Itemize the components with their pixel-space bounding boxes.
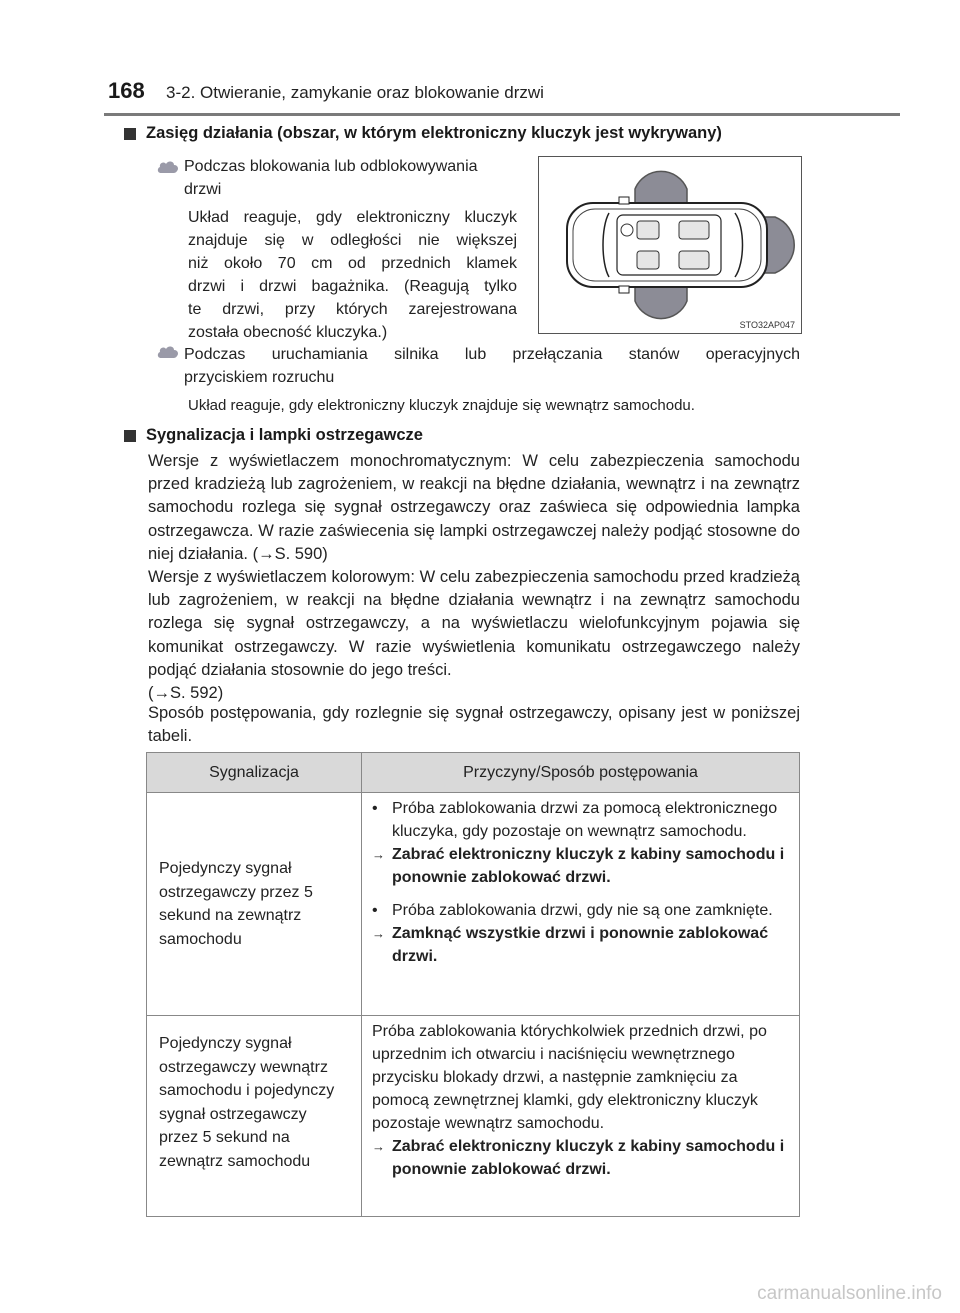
arrow-icon: → (258, 544, 275, 563)
arrow-icon: → (372, 1139, 385, 1154)
table-header-signal: Sygnalizacja (147, 753, 362, 793)
section-heading-range (124, 124, 722, 143)
arrow-icon: → (372, 847, 385, 862)
signal-description: Pojedynczy sygnał ostrzegawczy wewnątrz samochodu i pojedynczy sygnał ostrzegawczy przez 5 sekund na zewnątrz samochodu (159, 1035, 335, 1170)
bullet-icon: • (372, 800, 378, 817)
paragraph-color: Wersje z wyświetlaczem kolorowym: W celu zabezpieczenia samochodu przed kradzieżą lub zagrożeniem, w reakcji na błędne działania wewnątrz i na zewnątrz samochodu rozlega się sygnał ostrzegawczy, a na wyświetlaczu wielofunkcyjnym pojawia się komunikat ostrzegawczy. W razie wyświetlenia komunikatu ostrzegawczego należy podjąć działania stosownie do jego treści. (→S. 592) (148, 568, 800, 703)
front-right-door-zone (635, 287, 687, 319)
signals-table (146, 752, 800, 1217)
bullet-icon: • (372, 902, 378, 919)
figure-code: STO32AP047 (739, 320, 795, 330)
table-row (147, 1016, 800, 1217)
arrow-icon: → (372, 926, 385, 941)
action-text: → Zabrać elektroniczny kluczyk z kabiny samochodu i ponownie zablokować drzwi. (372, 843, 787, 889)
car-top-view-illustration (539, 157, 801, 333)
seat-rear-left (679, 221, 709, 239)
page-header (108, 78, 544, 104)
header-rule (104, 113, 900, 116)
mirror-left (619, 197, 629, 204)
action-text: → Zamknąć wszystkie drzwi i ponownie zablokować drzwi. (372, 922, 787, 968)
item1-description: Układ reaguje, gdy elektroniczny kluczyk znajduje się w odległości nie większej niż około 70 cm od przednich klamek drzwi i drzwi bagażnika. (Reagują tylko te drzwi, przy których zarejestrowana została obecność kluczyka.) (188, 209, 517, 341)
table-header-causes: Przyczyny/Sposób postępowania (362, 753, 800, 793)
page-number: 168 (108, 78, 145, 103)
item2-title: Podczas uruchamiania silnika lub przełączania stanów operacyjnych przyciskiem rozruchu (184, 346, 800, 386)
signal-description: Pojedynczy sygnał ostrzegawczy przez 5 sekund na zewnątrz samochodu (159, 860, 313, 948)
cloud-area-icon-2 (156, 344, 180, 360)
arrow-icon: → (153, 684, 170, 703)
front-left-door-zone (635, 171, 687, 203)
list-item: • Próba zablokowania drzwi, gdy nie są one zamknięte. (372, 899, 787, 922)
section-heading-text: Sygnalizacja i lampki ostrzegawcze (146, 426, 423, 444)
paragraph-table-intro: Sposób postępowania, gdy rozlegnie się sygnał ostrzegawczy, opisany jest w poniższej tabeli. (148, 704, 800, 746)
cause-text: Próba zablokowania którychkolwiek przednich drzwi, po uprzednim ich otwarciu i naciśnięciu wewnętrznego przycisku blokady drzwi, a następnie zamknięciu za pomocą zewnętrznej klamki, gdy elektroniczny kluczyk pozostaje wewnątrz samochodu. (372, 1023, 767, 1132)
square-bullet-icon (124, 128, 136, 140)
watermark: carmanualsonline.info (757, 1283, 942, 1304)
seat-front-left (637, 221, 659, 239)
item1-title: Podczas blokowania lub odblokowywania drzwi (184, 158, 478, 198)
paragraph-monochrome: Wersje z wyświetlaczem monochromatycznym: W celu zabezpieczenia samochodu przed kradzieżą lub zagrożeniem, w reakcji na błędne działania, wewnątrz i na zewnątrz samochodu rozlega się sygnał ostrzegawczy oraz zaświeca się odpowiednia lampka ostrzegawcza. W razie zaświecenia się lampki ostrzegawczej należy podjąć stosowne do niej działania. (→S. 590) (148, 452, 800, 563)
cloud-area-icon (156, 159, 180, 175)
item2-description: Układ reaguje, gdy elektroniczny kluczyk znajduje się wewnątrz samochodu. (188, 397, 695, 414)
chapter-title: 3-2. Otwieranie, zamykanie oraz blokowanie drzwi (166, 83, 544, 102)
section-heading-signals (124, 426, 423, 445)
list-item: • Próba zablokowania drzwi za pomocą elektronicznego kluczyka, gdy pozostaje on wewnątrz samochodu. (372, 797, 787, 843)
seat-rear-right (679, 251, 709, 269)
section-heading-text: Zasięg działania (obszar, w którym elektroniczny kluczyk jest wykrywany) (146, 124, 722, 142)
detection-range-figure (538, 156, 802, 334)
mirror-right (619, 286, 629, 293)
table-row (147, 793, 800, 1016)
action-text: → Zabrać elektroniczny kluczyk z kabiny samochodu i ponownie zablokować drzwi. (372, 1135, 787, 1181)
table-header-row (147, 753, 800, 793)
square-bullet-icon (124, 430, 136, 442)
seat-front-right (637, 251, 659, 269)
